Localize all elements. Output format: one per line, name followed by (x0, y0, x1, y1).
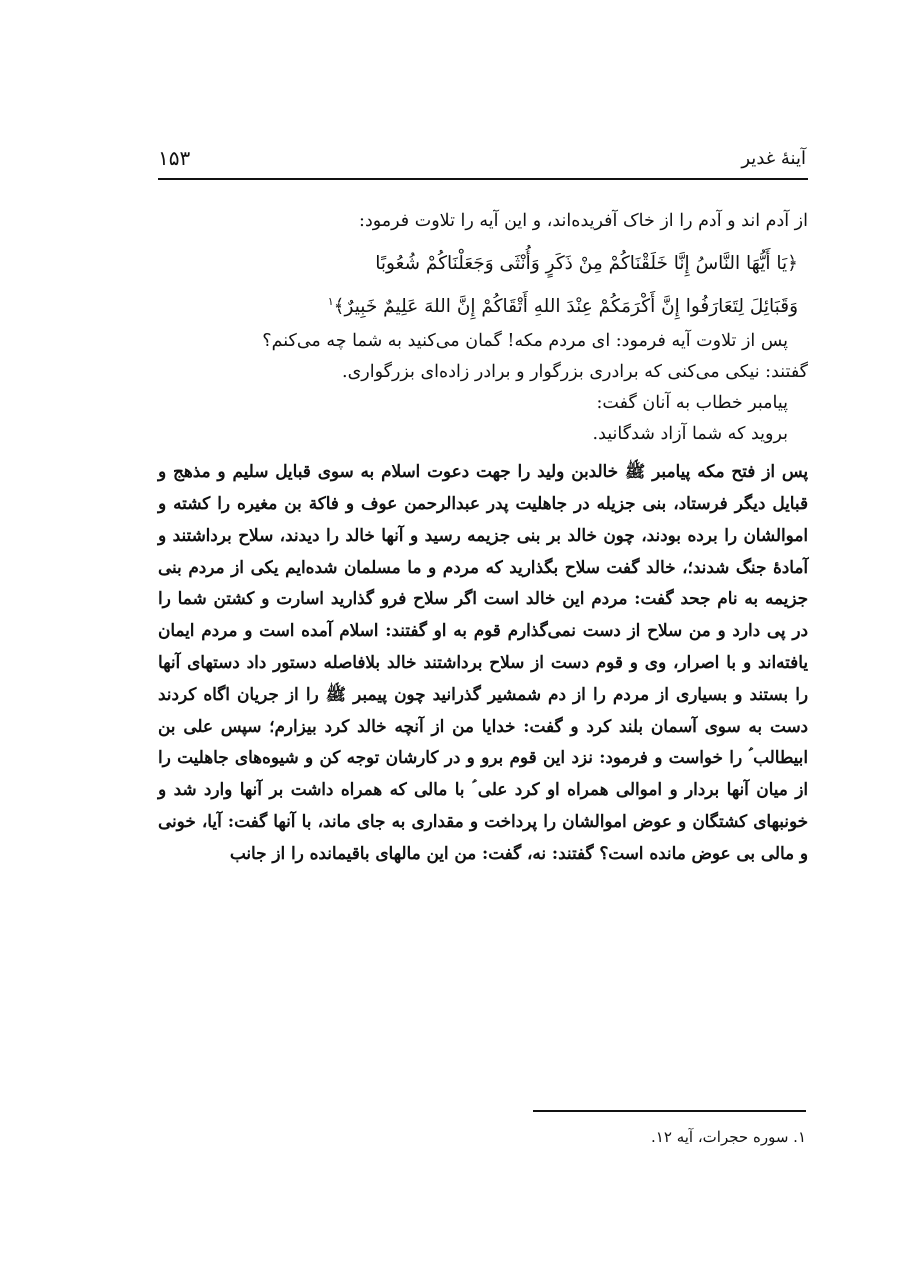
paragraph-1: پس از تلاوت آیه فرمود: ای مردم مکه! گمان می‌کنید به شما چه می‌کنم؟ (262, 331, 788, 352)
header-rule (158, 178, 808, 180)
header-title: آینهٔ غدیر (741, 148, 806, 169)
running-header (158, 146, 808, 174)
verse-line-1: ﴿یَا أَیُّهَا النَّاسُ إِنَّا خَلَقْنَاکُمْ مِنْ ذَکَرٍ وَأُنْثَی وَجَعَلْنَاکُمْ شُعُوبًا (375, 253, 798, 274)
paragraph-3: پیامبر خطاب به آنان گفت: (596, 393, 788, 414)
paragraph-4: بروید که شما آزاد شدگانید. (592, 424, 788, 445)
intro-line: از آدم اند و آدم را از خاک آفریده‌اند، و این آیه را تلاوت فرمود: (359, 211, 808, 231)
verse-line-2-text: وَقَبَائِلَ لِتَعَارَفُوا إِنَّ أَکْرَمَکُمْ عِنْدَ اللهِ أَتْقَاکُمْ إِنَّ اللهَ عَلِیمٌ خَبِیرٌ﴾ (333, 296, 798, 318)
bold-paragraph: پس از فتح مکه پیامبر ﷺ خالدبن ولید را جهت دعوت اسلام به سوی قبایل سلیم و مذهج و قبایل دیگر فرستاد، بنی جزیله در جاهلیت پدر عبدالرحمن عوف و فاکة بن مغیره را کشته و اموالشان را برده بودند، چون خالد بر بنی جزیمه رسید و آنها خالد را دیدند، سلاح برداشتند و آمادهٔ جنگ شدند؛، خالد گفت سلاح بگذارید که مردم و ما مسلمان شده‌ایم یکی از مردم بنی جزیمه به نام جحد گفت: مردم این خالد است اگر سلاح فرو گذارید اسارت و کشتن شما را در پی دارد و من سلاح از دست نمی‌گذارم قوم به او گفتند: اسلام آمده است و مردم ایمان یافته‌اند و با اصرار، وی و قوم دست از سلاح برداشتند خالد بلافاصله دستور داد دستهای آنها را بستند و بسیاری از مردم را از دم شمشیر گذرانید چون پیمبر ﷺ را از جریان اگاه کردند دست به سوی آسمان بلند کرد و گفت: خدایا من از آنچه خالد کرد بیزارم؛ سپس علی بن ابیطالب ؑ را خواست و فرمود: نزد این قوم برو و در کارشان توجه کن و شیوه‌های جاهلیت را از میان آنها بردار و اموالی همراه او کرد علی ؑ با مالی که همراه داشت بر آنها وارد شد و خونبهای کشتگان و عوض اموالشان را پرداخت و مقداری به جای ماند، با آنها گفت: آیا، خونی و مالی بی عوض مانده است؟ گفتند: نه، گفت: من این مالهای باقیمانده را از جانب (158, 461, 808, 863)
footnote: ۱. سوره حجرات، آیه ۱۲. (651, 1128, 806, 1146)
quran-verse (158, 245, 798, 326)
footnote-rule (533, 1110, 806, 1112)
verse-line-2 (158, 283, 798, 326)
paragraph-2: گفتند: نیکی می‌کنی که برادری بزرگوار و برادر زاده‌ای بزرگواری. (342, 362, 808, 383)
page-number: ۱۵۳ (158, 146, 191, 170)
footnote-marker: ۱ (327, 295, 334, 308)
body-text (158, 206, 808, 886)
